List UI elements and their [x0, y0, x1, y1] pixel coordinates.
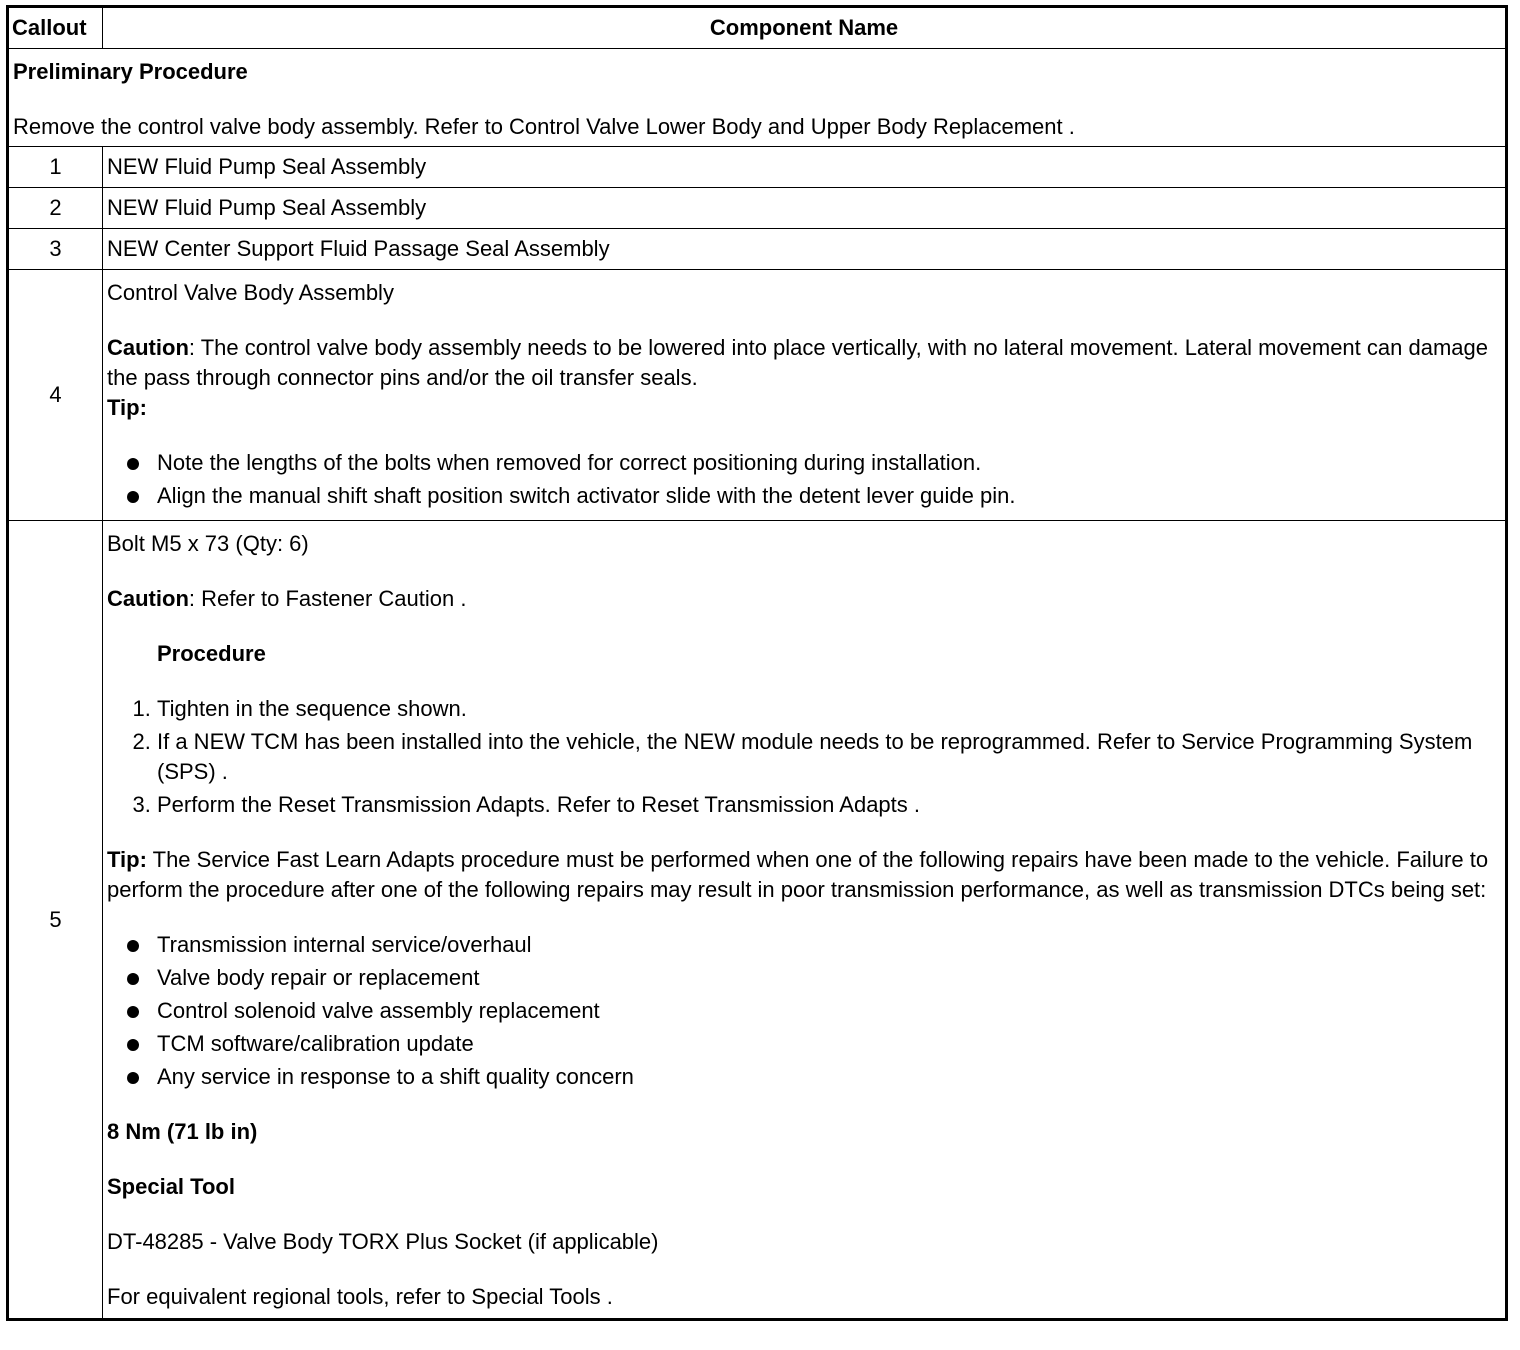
repair-item: Valve body repair or replacement — [157, 963, 1501, 993]
special-tool-title: Special Tool — [107, 1174, 235, 1199]
callout-number: 3 — [8, 229, 103, 270]
component-header: Component Name — [103, 7, 1507, 49]
component-name: Control Valve Body Assembly — [107, 280, 394, 305]
repair-list — [107, 930, 1501, 1092]
table-row — [8, 521, 1507, 1320]
table-row — [8, 270, 1507, 521]
special-tool: DT-48285 - Valve Body TORX Plus Socket (if applicable) — [107, 1229, 659, 1254]
preliminary-text: Remove the control valve body assembly. Refer to Control Valve Lower Body and Upper Body Replacement . — [13, 114, 1075, 139]
tip-item: Note the lengths of the bolts when removed for correct positioning during installation. — [157, 448, 1501, 478]
torque-spec: 8 Nm (71 lb in) — [107, 1119, 258, 1144]
repair-item: Any service in response to a shift quality concern — [157, 1062, 1501, 1092]
callout-number: 5 — [8, 521, 103, 1320]
component-name: Bolt M5 x 73 (Qty: 6) — [107, 531, 309, 556]
tip-list — [107, 448, 1501, 511]
table-row — [8, 188, 1507, 229]
callout-header: Callout — [8, 7, 103, 49]
callout-number: 4 — [8, 270, 103, 521]
tip: Tip: The Service Fast Learn Adapts procedure must be performed when one of the following repairs have been made to the vehicle. Failure to perform the procedure after one of the following repairs may result in poor transmission performance, as well as transmission DTCs being set: — [107, 847, 1489, 902]
procedure-step: 3. Perform the Reset Transmission Adapts. Refer to Reset Transmission Adapts . — [157, 790, 1501, 820]
repair-item: Control solenoid valve assembly replacement — [157, 996, 1501, 1026]
tip-label: Tip: — [107, 395, 147, 420]
caution: Caution: Refer to Fastener Caution . — [107, 586, 467, 611]
table-row — [8, 147, 1507, 188]
preliminary-title: Preliminary Procedure — [13, 59, 248, 84]
preliminary-row — [8, 49, 1507, 147]
tip-item: Align the manual shift shaft position switch activator slide with the detent lever guide pin. — [157, 481, 1501, 511]
procedure-step: 1. Tighten in the sequence shown. — [157, 694, 1501, 724]
procedure-steps — [107, 694, 1501, 820]
repair-item: Transmission internal service/overhaul — [157, 930, 1501, 960]
procedure-title: Procedure — [157, 641, 266, 666]
component-name: NEW Fluid Pump Seal Assembly — [103, 188, 1507, 229]
callout-number: 1 — [8, 147, 103, 188]
repair-item: TCM software/calibration update — [157, 1029, 1501, 1059]
component-name: NEW Fluid Pump Seal Assembly — [103, 147, 1507, 188]
component-table — [6, 5, 1508, 1321]
callout-number: 2 — [8, 188, 103, 229]
equivalent-tools-note: For equivalent regional tools, refer to Special Tools . — [107, 1284, 613, 1309]
header-row — [8, 7, 1507, 49]
component-name: NEW Center Support Fluid Passage Seal Assembly — [103, 229, 1507, 270]
caution: Caution: The control valve body assembly needs to be lowered into place vertically, with no lateral movement. Lateral movement can damage the pass through connector pins and/or the oil transfer seals. — [107, 335, 1488, 390]
procedure-step: 2. If a NEW TCM has been installed into the vehicle, the NEW module needs to be reprogrammed. Refer to Service Programming System (SPS) . — [157, 727, 1501, 787]
table-row — [8, 229, 1507, 270]
